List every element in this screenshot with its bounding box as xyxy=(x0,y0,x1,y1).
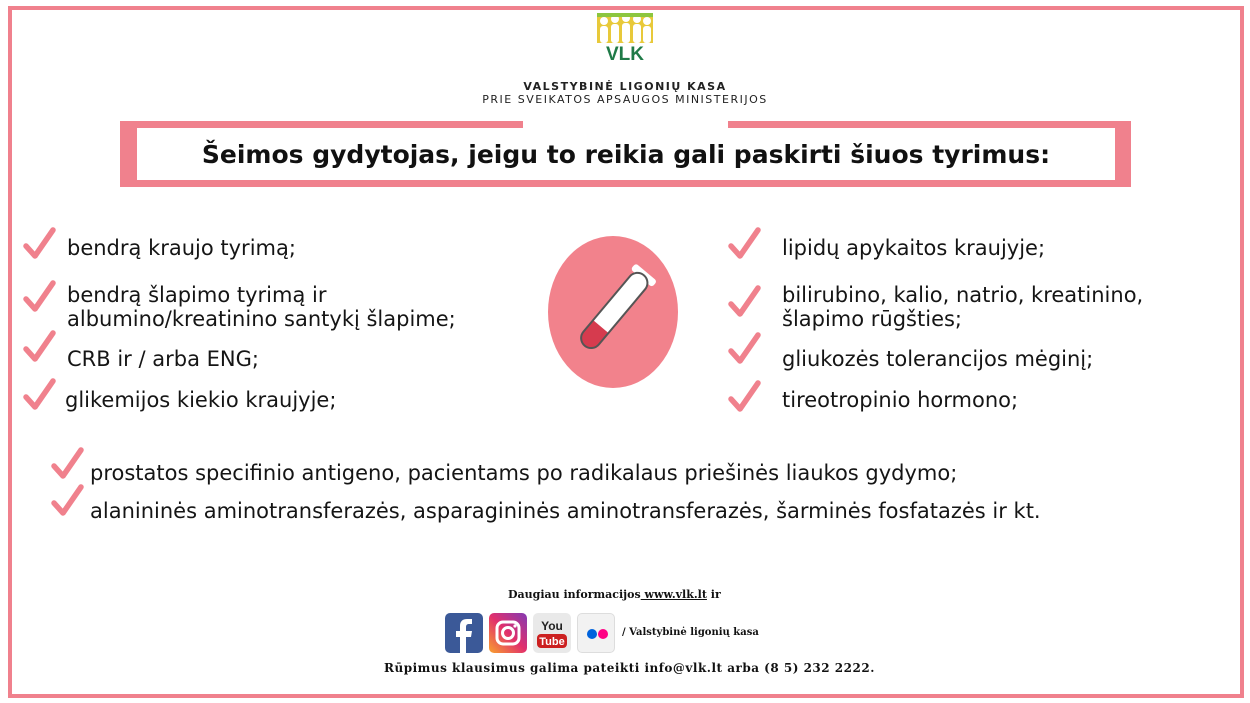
more-info-text xyxy=(508,588,721,601)
org-name: VALSTYBINĖ LIGONIŲ KASA xyxy=(523,80,727,93)
check-icon xyxy=(22,378,56,412)
list-item: bendrą šlapimo tyrimą ir xyxy=(67,283,327,307)
test-tube-icon xyxy=(548,236,678,388)
check-icon xyxy=(727,380,761,414)
list-item: tireotropinio hormono; xyxy=(782,388,1019,412)
page-title: Šeimos gydytojas, jeigu to reikia gali paskirti šiuos tyrimus: xyxy=(201,139,1051,169)
check-icon xyxy=(50,447,84,481)
list-item: gliukozės tolerancijos mėginį; xyxy=(782,347,1094,371)
vlk-website-link[interactable]: www.vlk.lt xyxy=(640,588,707,601)
test-tube-circle xyxy=(548,236,678,388)
check-icon xyxy=(22,227,56,261)
list-item: CRB ir / arba ENG; xyxy=(67,347,259,371)
youtube-bottom-text: Tube xyxy=(539,636,565,648)
list-item: lipidų apykaitos kraujyje; xyxy=(782,236,1046,260)
list-item: glikemijos kiekio kraujyje; xyxy=(65,388,337,412)
more-info-prefix: Daugiau informacijos xyxy=(508,588,641,601)
check-icon xyxy=(22,280,56,314)
list-item-continuation: albumino/kreatinino santykį šlapime; xyxy=(67,307,456,331)
title-band-gap xyxy=(523,121,728,128)
list-item: bilirubino, kalio, natrio, kreatinino, xyxy=(782,283,1144,307)
org-subtitle: PRIE SVEIKATOS APSAUGOS MINISTERIJOS xyxy=(482,93,768,106)
list-item: prostatos specifinio antigeno, pacientams po radikalaus priešinės liaukos gydymo; xyxy=(90,461,958,485)
social-caption: / Valstybinė ligonių kasa xyxy=(622,627,759,638)
check-icon xyxy=(727,332,761,366)
title-box xyxy=(137,128,1115,180)
instagram-icon[interactable] xyxy=(489,613,527,653)
list-item: bendrą kraujo tyrimą; xyxy=(67,236,296,260)
facebook-icon[interactable] xyxy=(445,613,483,653)
check-icon xyxy=(727,227,761,261)
more-info-suffix: ir xyxy=(706,588,721,601)
check-icon xyxy=(22,330,56,364)
check-icon xyxy=(727,285,761,319)
youtube-top-text: You xyxy=(541,619,563,633)
flickr-icon[interactable] xyxy=(577,613,615,653)
list-item: alanininės aminotransferazės, asparagininės aminotransferazės, šarminės fosfatazės ir kt. xyxy=(90,499,1041,523)
contact-info: Rūpimus klausimus galima pateikti info@vlk.lt arba (8 5) 232 2222. xyxy=(384,661,875,675)
list-item-continuation: šlapimo rūgšties; xyxy=(782,307,963,331)
logo-text: VLK xyxy=(606,44,644,65)
youtube-icon[interactable] xyxy=(533,613,571,653)
check-icon xyxy=(50,484,84,518)
